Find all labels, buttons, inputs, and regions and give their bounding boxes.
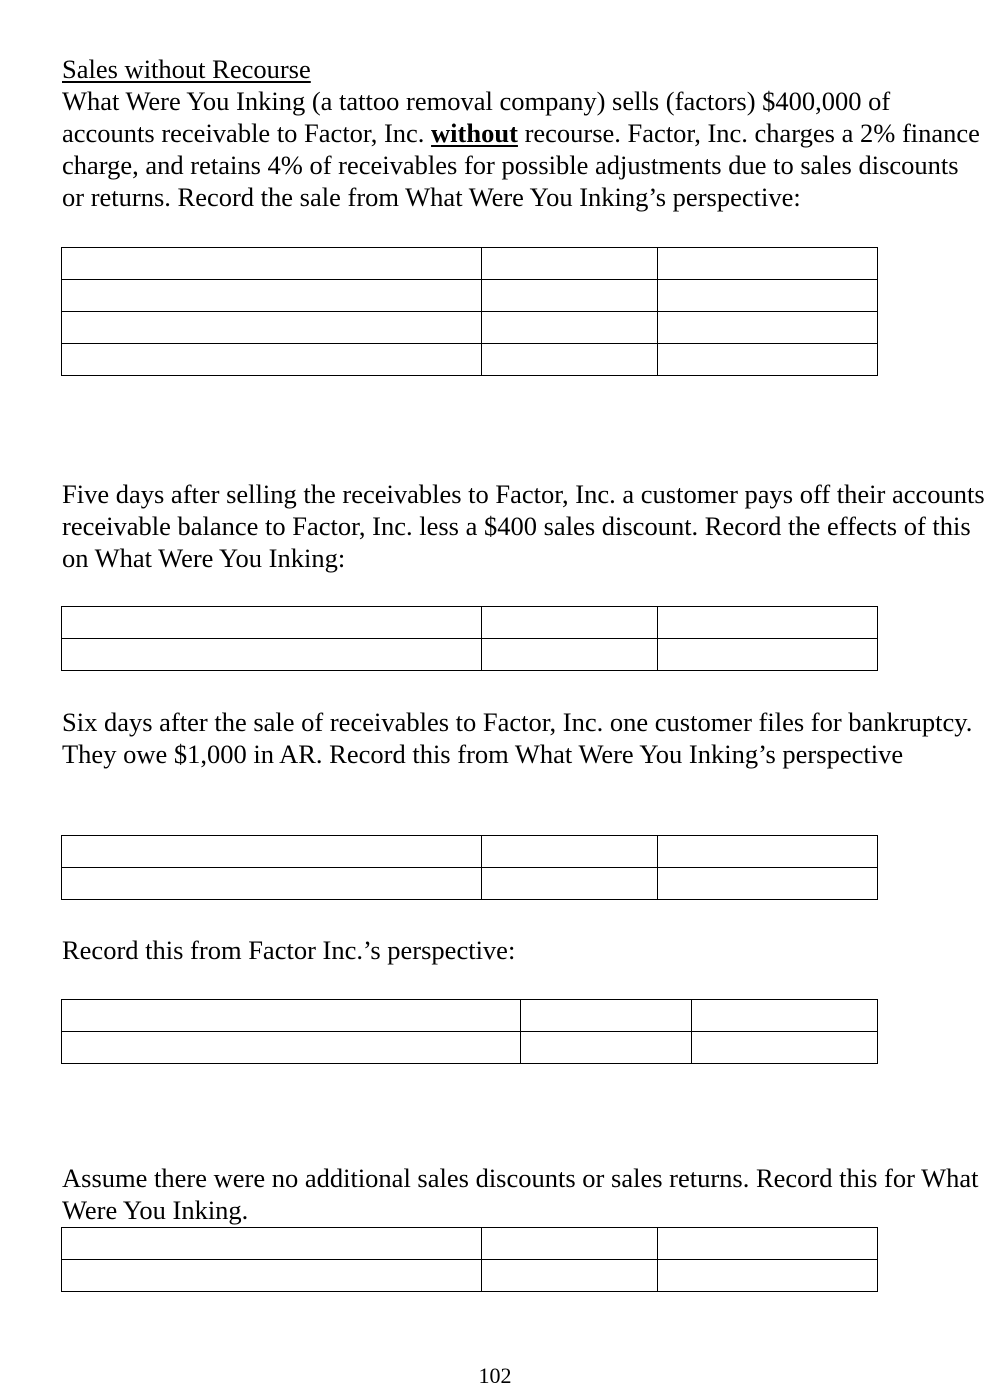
credit-cell[interactable] bbox=[658, 280, 878, 312]
account-cell[interactable] bbox=[62, 1000, 521, 1032]
journal-row bbox=[62, 607, 878, 639]
debit-cell[interactable] bbox=[482, 607, 658, 639]
journal-row bbox=[62, 312, 878, 344]
journal-table-sale bbox=[61, 247, 878, 376]
question-settlement: Assume there were no additional sales discounts or sales returns. Record this for What Were You Inking. bbox=[62, 1163, 979, 1225]
debit-cell[interactable] bbox=[482, 639, 658, 671]
debit-cell[interactable] bbox=[521, 1032, 692, 1064]
credit-cell[interactable] bbox=[658, 344, 878, 376]
credit-cell[interactable] bbox=[658, 607, 878, 639]
journal-row bbox=[62, 344, 878, 376]
problem-intro-part1: What Were You Inking (a tattoo removal company) sells (factors) $400,000 of accounts receivable to Factor, Inc. bbox=[62, 86, 891, 148]
page-number: 102 bbox=[478, 1363, 512, 1388]
credit-cell[interactable] bbox=[658, 1260, 878, 1292]
journal-table-discount bbox=[61, 606, 878, 671]
debit-cell[interactable] bbox=[482, 312, 658, 344]
question-bankruptcy: Six days after the sale of receivables to Factor, Inc. one customer files for bankruptcy. They owe $1,000 in AR. Record this from What Were You Inking’s perspective bbox=[62, 707, 973, 769]
debit-cell[interactable] bbox=[482, 344, 658, 376]
journal-table-settlement bbox=[61, 1227, 878, 1292]
account-cell[interactable] bbox=[62, 312, 482, 344]
account-cell[interactable] bbox=[62, 280, 482, 312]
debit-cell[interactable] bbox=[482, 1228, 658, 1260]
credit-cell[interactable] bbox=[692, 1032, 878, 1064]
account-cell[interactable] bbox=[62, 248, 482, 280]
journal-row bbox=[62, 1260, 878, 1292]
journal-row bbox=[62, 836, 878, 868]
journal-row bbox=[62, 1000, 878, 1032]
journal-table-bankruptcy bbox=[61, 835, 878, 900]
credit-cell[interactable] bbox=[658, 248, 878, 280]
problem-emphasis: without bbox=[431, 118, 518, 148]
journal-row bbox=[62, 280, 878, 312]
journal-table-factor bbox=[61, 999, 878, 1064]
credit-cell[interactable] bbox=[692, 1000, 878, 1032]
credit-cell[interactable] bbox=[658, 312, 878, 344]
section-title: Sales without Recourse bbox=[62, 54, 311, 84]
journal-row bbox=[62, 1032, 878, 1064]
debit-cell[interactable] bbox=[482, 280, 658, 312]
journal-row bbox=[62, 868, 878, 900]
debit-cell[interactable] bbox=[482, 836, 658, 868]
account-cell[interactable] bbox=[62, 836, 482, 868]
account-cell[interactable] bbox=[62, 868, 482, 900]
account-cell[interactable] bbox=[62, 1260, 482, 1292]
credit-cell[interactable] bbox=[658, 836, 878, 868]
account-cell[interactable] bbox=[62, 639, 482, 671]
account-cell[interactable] bbox=[62, 607, 482, 639]
problem-intro-part2: recourse. Factor, Inc. charges a 2% finance charge, and retains 4% of receivables for possible adjustments due to sales discounts or returns. Record the sale from What Were You Inking’s perspective: bbox=[62, 118, 980, 212]
question-factor-perspective: Record this from Factor Inc.’s perspective: bbox=[62, 935, 516, 965]
debit-cell[interactable] bbox=[482, 248, 658, 280]
credit-cell[interactable] bbox=[658, 868, 878, 900]
question-sales-discount: Five days after selling the receivables to Factor, Inc. a customer pays off their accounts receivable balance to Factor, Inc. less a $400 sales discount. Record the effects of this on What Were You Inking: bbox=[62, 479, 985, 573]
account-cell[interactable] bbox=[62, 344, 482, 376]
journal-row bbox=[62, 248, 878, 280]
debit-cell[interactable] bbox=[482, 1260, 658, 1292]
journal-row bbox=[62, 1228, 878, 1260]
account-cell[interactable] bbox=[62, 1032, 521, 1064]
account-cell[interactable] bbox=[62, 1228, 482, 1260]
credit-cell[interactable] bbox=[658, 1228, 878, 1260]
credit-cell[interactable] bbox=[658, 639, 878, 671]
debit-cell[interactable] bbox=[482, 868, 658, 900]
debit-cell[interactable] bbox=[521, 1000, 692, 1032]
journal-row bbox=[62, 639, 878, 671]
problem-text bbox=[62, 53, 987, 213]
